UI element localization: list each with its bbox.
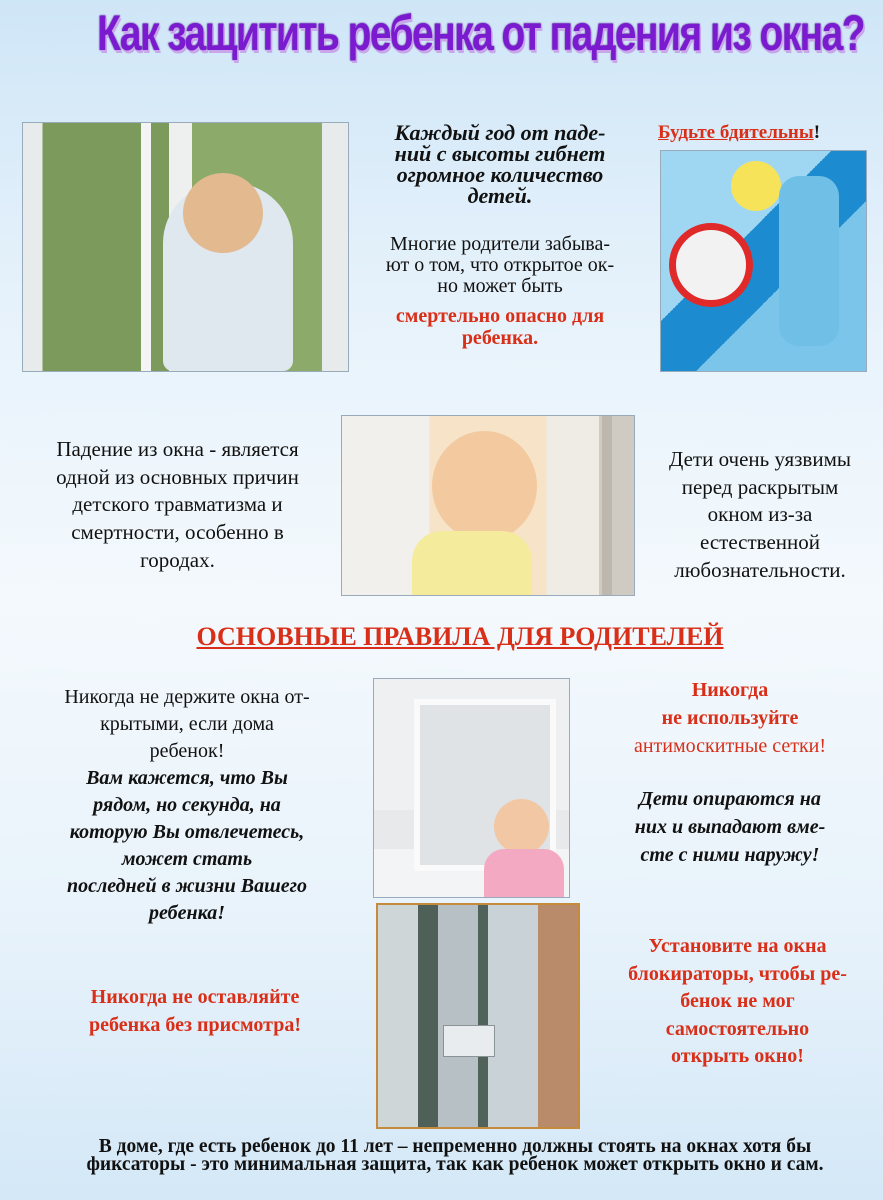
vigilance-mark: ! <box>813 122 821 143</box>
rule-open-italic-line: которую Вы отвлечетесь, <box>69 821 305 843</box>
intro-italic-line: огромное количество <box>396 162 604 187</box>
child-window-lock-illustration <box>660 150 867 372</box>
intro-plain-line: Многие родители забыва- <box>390 233 610 255</box>
rule-supervision <box>40 983 350 1039</box>
fall-text-line: Падение из окна - является <box>56 437 299 461</box>
page-title: Как защитить ребенка от падения из окна? <box>97 5 865 61</box>
rule-supervision-line: ребенка без присмотра! <box>88 1014 301 1036</box>
rule-open-windows <box>22 684 352 927</box>
rule-blockers-line: открыть окно! <box>671 1045 804 1067</box>
intro-plain-line: но может быть <box>437 275 563 297</box>
vulnerable-text-line: окном из-за <box>707 502 813 527</box>
rule-nets-italic-line: Дети опираются на <box>639 788 821 810</box>
rules-heading: ОСНОВНЫЕ ПРАВИЛА ДЛЯ РОДИТЕЛЕЙ <box>196 622 724 651</box>
intro-block <box>355 122 645 349</box>
baby-open-window-photo <box>373 678 570 898</box>
rule-open-italic-line: может стать <box>121 848 253 870</box>
rule-nets-bold-line: Никогда <box>691 679 769 701</box>
rule-open-line: ребенок! <box>149 740 225 762</box>
vulnerable-text-line: любознательности. <box>674 557 846 582</box>
vigilance-heading <box>658 122 820 144</box>
rule-nets-plain-line: антимоскитные сетки! <box>633 735 827 757</box>
fall-statistics-text <box>20 436 335 575</box>
footer-text: должны стоять на окнах хотя бы <box>517 1136 812 1157</box>
intro-italic-line: Каждый год от паде- <box>394 120 606 145</box>
vigilance-label: Будьте бдительны <box>658 122 814 143</box>
footer-note <box>50 1138 860 1174</box>
rule-blockers-line: Установите на окна <box>648 935 827 957</box>
rule-open-italic-line: последней в жизни Вашего <box>66 875 308 897</box>
window-blocker-photo <box>376 903 580 1129</box>
intro-warning-line: ребенка. <box>461 327 539 349</box>
vulnerable-text-line: перед раскрытым <box>681 474 839 499</box>
fall-text-line: детского травматизма и <box>72 492 283 517</box>
rule-open-italic-line: рядом, но секунда, на <box>93 794 281 816</box>
rule-open-italic-line: ребенка! <box>149 902 225 924</box>
rule-blockers-line: блокираторы, чтобы ре- <box>628 962 847 985</box>
vulnerable-text-line: естественной <box>699 530 820 555</box>
footer-emphasis: фиксаторы <box>86 1154 186 1175</box>
fall-text-line: смертности, особенно в <box>71 520 284 545</box>
rule-mosquito-nets <box>600 676 860 869</box>
rule-open-line: Никогда не держите окна от- <box>64 686 310 708</box>
rule-open-line: крытыми, если дома <box>100 713 274 735</box>
fall-text-line: городах. <box>140 547 215 572</box>
vulnerable-children-text <box>640 446 880 585</box>
footer-emphasis: непременно <box>412 1136 518 1157</box>
child-at-window-photo <box>22 122 349 372</box>
rule-nets-italic-line: сте с ними наружу! <box>640 844 820 866</box>
rule-supervision-line: Никогда не оставляйте <box>90 986 300 1008</box>
rule-nets-bold-line: не используйте <box>661 707 799 729</box>
intro-italic-line: ний с высоты гибнет <box>394 141 606 166</box>
rule-blockers-line: самостоятельно <box>665 1017 810 1040</box>
rule-window-blockers <box>600 933 875 1071</box>
smiling-baby-window-photo <box>341 415 635 596</box>
footer-text: В доме, где есть ребенок до 11 лет – <box>98 1136 413 1157</box>
intro-plain-line: ют о том, что открытое ок- <box>385 254 615 276</box>
fall-text-line: одной из основных причин <box>56 464 299 489</box>
rule-nets-italic-line: них и выпадают вме- <box>634 816 826 838</box>
intro-italic-line: детей. <box>467 183 533 208</box>
vulnerable-text-line: Дети очень уязвимы <box>669 447 851 471</box>
rule-blockers-line: бенок не мог <box>680 990 795 1012</box>
rule-open-italic-line: Вам кажется, что Вы <box>86 767 288 789</box>
footer-text: - это минимальная защита, так как ребенок может открыть окно и сам. <box>185 1154 824 1175</box>
intro-warning-line: смертельно опасно для <box>395 305 605 327</box>
